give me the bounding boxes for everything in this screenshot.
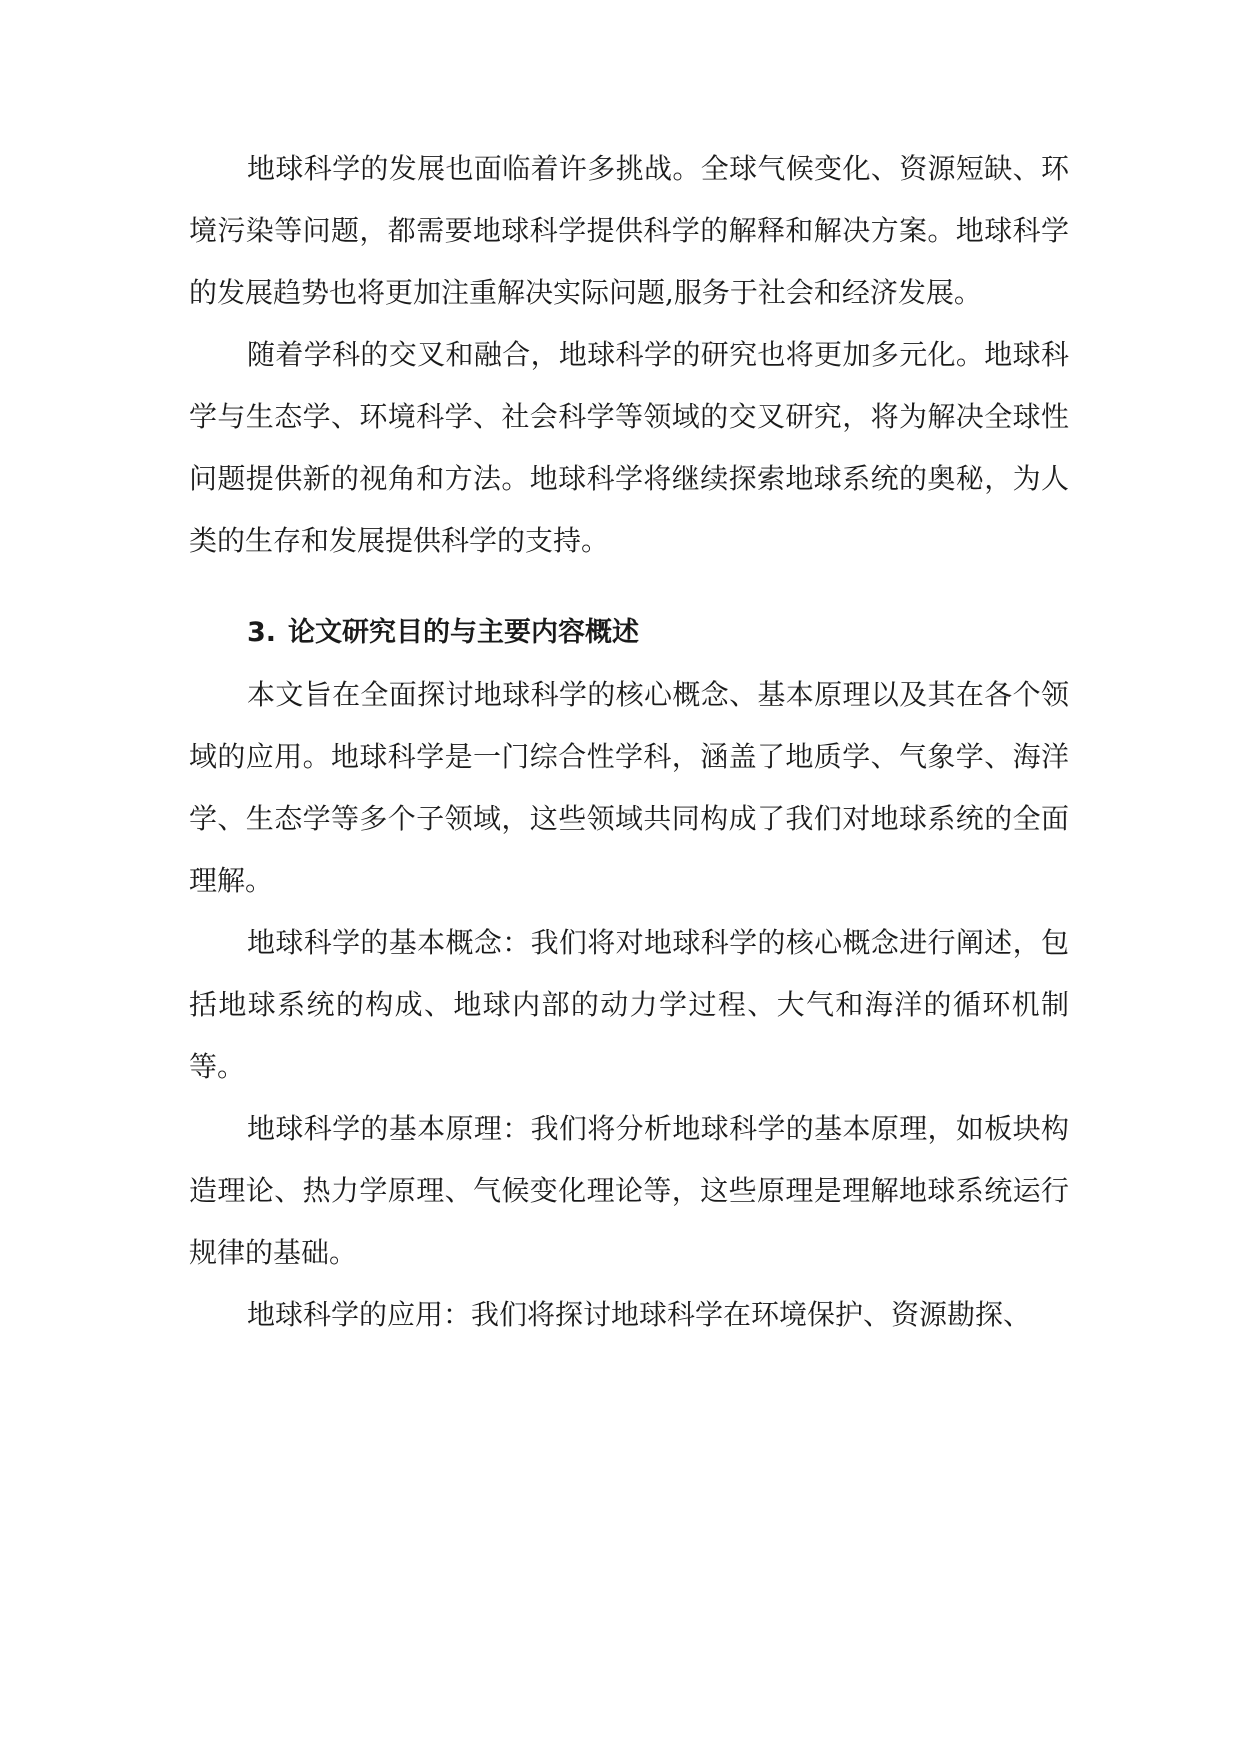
section-number: 3. — [247, 617, 277, 648]
paragraph-basic-concepts: 地球科学的基本概念：我们将对地球科学的核心概念进行阐述，包括地球系统的构成、地球内部的动力学过程、大气和海洋的循环机制等。 — [189, 926, 1069, 1083]
page-content — [189, 138, 1069, 1346]
paragraph-applications: 地球科学的应用：我们将探讨地球科学在环境保护、资源勘探、 — [247, 1298, 1032, 1331]
paragraph-interdisciplinary: 随着学科的交叉和融合，地球科学的研究也将更加多元化。地球科学与生态学、环境科学、社会科学等领域的交叉研究，将为解决全球性问题提供新的视角和方法。地球科学将继续探索地球系统的奥秘，为人类的生存和发展提供科学的支持。 — [189, 338, 1069, 557]
section-title: 论文研究目的与主要内容概述 — [288, 617, 640, 648]
paragraph-challenges: 地球科学的发展也面临着许多挑战。全球气候变化、资源短缺、环境污染等问题，都需要地球科学提供科学的解释和解决方案。地球科学的发展趋势也将更加注重解决实际问题,服务于社会和经济发展。 — [189, 152, 1069, 309]
section-heading — [189, 602, 1069, 664]
paragraph-purpose: 本文旨在全面探讨地球科学的核心概念、基本原理以及其在各个领域的应用。地球科学是一门综合性学科，涵盖了地质学、气象学、海洋学、生态学等多个子领域，这些领域共同构成了我们对地球系统的全面理解。 — [189, 678, 1069, 897]
paragraph-basic-principles: 地球科学的基本原理：我们将分析地球科学的基本原理，如板块构造理论、热力学原理、气候变化理论等，这些原理是理解地球系统运行规律的基础。 — [189, 1112, 1069, 1269]
